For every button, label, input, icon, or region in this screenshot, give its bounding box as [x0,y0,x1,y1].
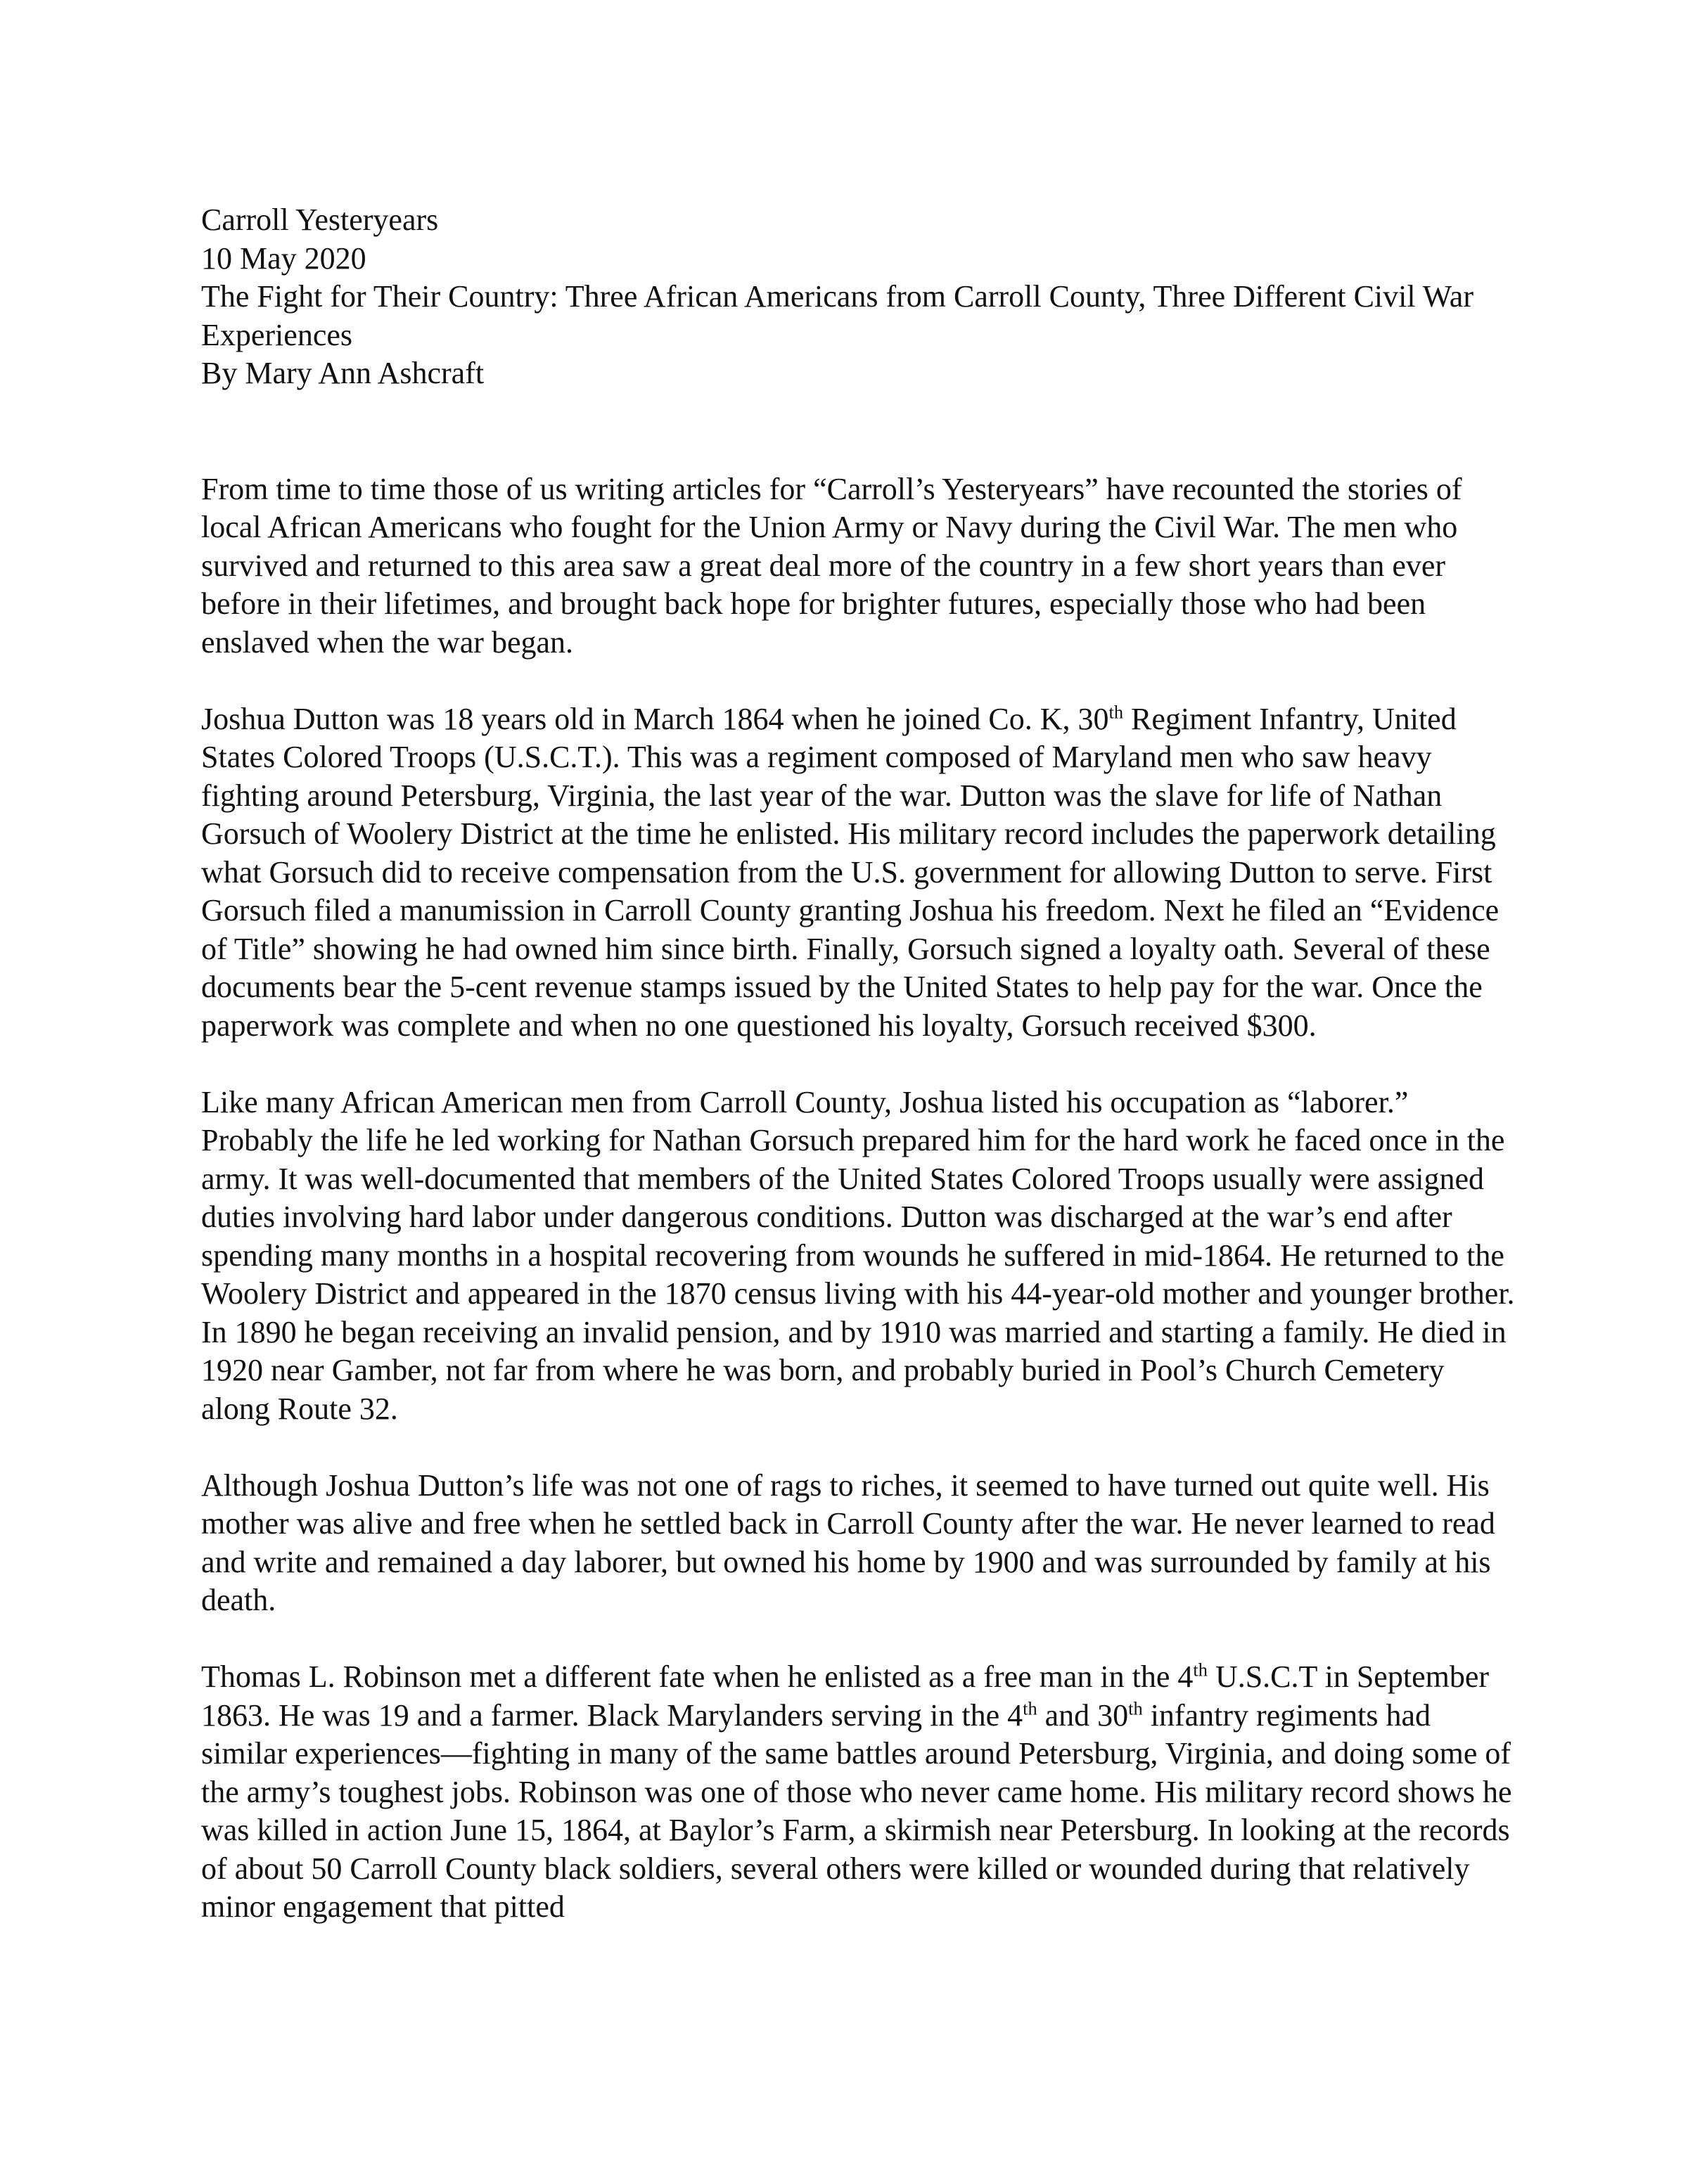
article-title: The Fight for Their Country: Three African Americans from Carroll County, Three Different Civil War Experiences [201,279,1473,352]
article-date: 10 May 2020 [201,240,366,276]
ordinal-suffix: th [1023,1697,1037,1719]
paragraph-joshua-dutton-later-life: Although Joshua Dutton’s life was not one of rags to riches, it seemed to have turned out quite well. His mother was alive and free when he settled back in Carroll County after the war. He never learned to read and write and remained a day laborer, but owned his home by 1900 and was surrounded by family at his death. [201,1467,1495,1617]
paragraph-text: and 30 [1037,1697,1129,1733]
publication-name: Carroll Yesteryears [201,203,439,237]
document-content [201,201,1516,1927]
paragraph-text: U.S.C.T in September 1863. He was 19 and a farmer. Black Marylanders serving in the 4 [201,1659,1489,1733]
paragraph-text: Regiment Infantry, United States Colored Troops (U.S.C.T.). This was a regiment composed of Maryland men who saw heavy fighting around Petersburg, Virginia, the last year of the war. Dutton was the slave for life of Nathan Gorsuch of Woolery District at the time he enlisted. His military record includes the paperwork detailing what Gorsuch did to receive compensation from the U.S. government for allowing Dutton to serve. First Gorsuch filed a manumission in Carroll County granting Joshua his freedom. Next he filed an “Evidence of Title” showing he had owned him since birth. Finally, Gorsuch signed a loyalty oath. Several of these documents bear the 5-cent revenue stamps issued by the United States to help pay for the war. Once the paperwork was complete and when no one questioned his loyalty, Gorsuch received $300. [201,701,1500,1043]
ordinal-suffix: th [1193,1659,1208,1681]
paragraph-thomas-robinson [201,1658,1516,1927]
paragraph-joshua-dutton-service: Like many African American men from Carroll County, Joshua listed his occupation as “laborer.” Probably the life he led working for Nathan Gorsuch prepared him for the hard work he faced once in the army. It was well-documented that members of the United States Colored Troops usually were assigned duties involving hard labor under dangerous conditions. Dutton was discharged at the war’s end after spending many months in a hospital recovering from wounds he suffered in mid-1864. He returned to the Woolery District and appeared in the 1870 census living with his 44-year-old mother and younger brother. In 1890 he began receiving an invalid pension, and by 1910 was married and starting a family. He died in 1920 near Gamber, not far from where he was born, and probably buried in Pool’s Church Cemetery along Route 32. [201,1084,1515,1426]
paragraph-text: Thomas L. Robinson met a different fate when he enlisted as a free man in the 4 [201,1659,1194,1694]
paragraph-intro: From time to time those of us writing articles for “Carroll’s Yesteryears” have recounted the stories of local African Americans who fought for the Union Army or Navy during the Civil War. The men who survived and returned to this area saw a great deal more of the country in a few short years than ever before in their lifetimes, and brought back hope for brighter futures, especially those who had been enslaved when the war began. [201,471,1462,660]
ordinal-suffix: th [1108,700,1124,722]
article-byline: By Mary Ann Ashcraft [201,356,485,390]
paragraph-text: infantry regiments had similar experiences—fighting in many of the same battles around Petersburg, Virginia, and doing some of the army’s toughest jobs. Robinson was one of those who never came home. His military record shows he was killed in action June 15, 1864, at Baylor’s Farm, a skirmish near Petersburg. In looking at the records of about 50 Carroll County black soldiers, several others were killed or wounded during that relatively minor engagement that pitted [201,1697,1512,1924]
paragraph-text: Joshua Dutton was 18 years old in March 1864 when he joined Co. K, 30 [201,701,1109,736]
ordinal-suffix: th [1128,1697,1143,1719]
paragraph-joshua-dutton-enlistment [201,700,1516,1046]
